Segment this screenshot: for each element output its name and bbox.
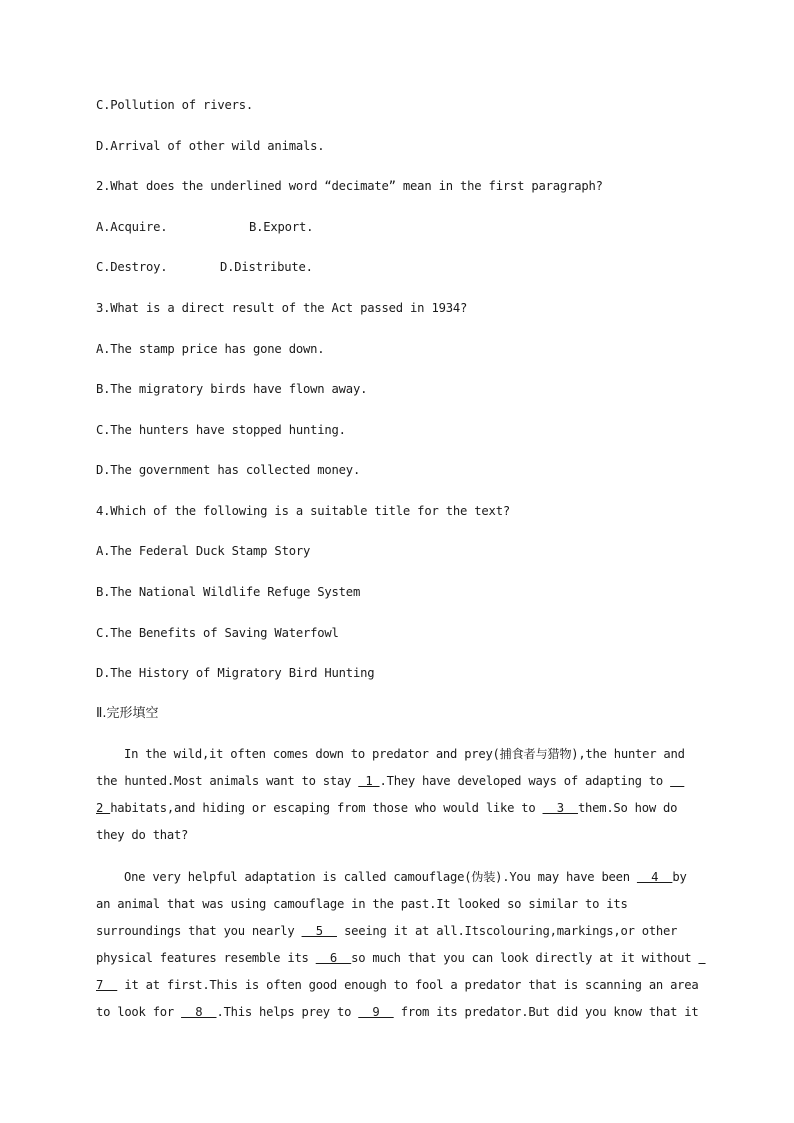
q4-option-a: A.The Federal Duck Stamp Story	[96, 544, 311, 558]
section-heading: Ⅱ.完形填空	[96, 706, 159, 721]
q3-option-b: B.The migratory birds have flown away.	[96, 382, 368, 396]
p2-line-6: to look for 8 .This helps prey to 9 from its predator.But did you know that it	[96, 1005, 699, 1019]
paragraph-2	[96, 864, 699, 1026]
q4-option-c: C.The Benefits of Saving Waterfowl	[96, 626, 339, 640]
blank-4: 4	[636, 870, 673, 884]
paragraph-1	[96, 741, 696, 849]
p2-line-2: an animal that was using camouflage in the past.It looked so similar to its	[96, 897, 628, 911]
q2-option-a: A.Acquire.	[96, 220, 168, 234]
q1-option-d: D.Arrival of other wild animals.	[96, 139, 325, 153]
p1-line-1: In the wild,it often comes down to predator and prey(捕食者与猎物),the hunter and	[124, 747, 685, 761]
q2-option-c: C.Destroy.	[96, 260, 168, 274]
q4-option-d: D.The History of Migratory Bird Hunting	[96, 666, 375, 680]
blank-9: 9	[358, 1005, 394, 1019]
p1-line-2: the hunted.Most animals want to stay 1 .They have developed ways of adapting to	[96, 768, 696, 795]
q3-option-d: D.The government has collected money.	[96, 463, 361, 477]
q4-question: 4.Which of the following is a suitable title for the text?	[96, 504, 510, 518]
q3-question: 3.What is a direct result of the Act passed in 1934?	[96, 301, 468, 315]
q3-option-c: C.The hunters have stopped hunting.	[96, 423, 346, 437]
blank-7: 7	[96, 978, 118, 992]
blank-3: 3	[542, 801, 578, 815]
q2-question: 2.What does the underlined word “decimate” mean in the first paragraph?	[96, 179, 603, 193]
blank-5: 5	[301, 924, 337, 938]
q2-option-d: D.Distribute.	[220, 260, 313, 274]
blank-1: 1	[358, 774, 380, 788]
p2-line-4: physical features resemble its 6 so much that you can look directly at it without	[96, 945, 696, 972]
p2-line-5: 7 it at first.This is often good enough to fool a predator that is scanning an area	[96, 978, 699, 992]
p1-line-4: they do that?	[96, 828, 189, 842]
p1-line-3: 2 habitats,and hiding or escaping from those who would like to 3 them.So how do	[96, 801, 678, 815]
blank-6: 6	[315, 951, 352, 965]
q4-option-b: B.The National Wildlife Refuge System	[96, 585, 361, 599]
p2-line-1: One very helpful adaptation is called camouflage(伪装).You may have been 4 by	[124, 870, 687, 884]
blank-8: 8	[181, 1005, 217, 1019]
q2-option-b: B.Export.	[249, 220, 314, 234]
blank-2: 2	[96, 801, 111, 815]
p2-line-3: surroundings that you nearly 5 seeing it at all.Itscolouring,markings,or other	[96, 924, 678, 938]
q1-option-c: C.Pollution of rivers.	[96, 98, 254, 112]
blank-7-start	[698, 951, 705, 965]
q3-option-a: A.The stamp price has gone down.	[96, 342, 325, 356]
blank-2-start	[670, 774, 684, 788]
